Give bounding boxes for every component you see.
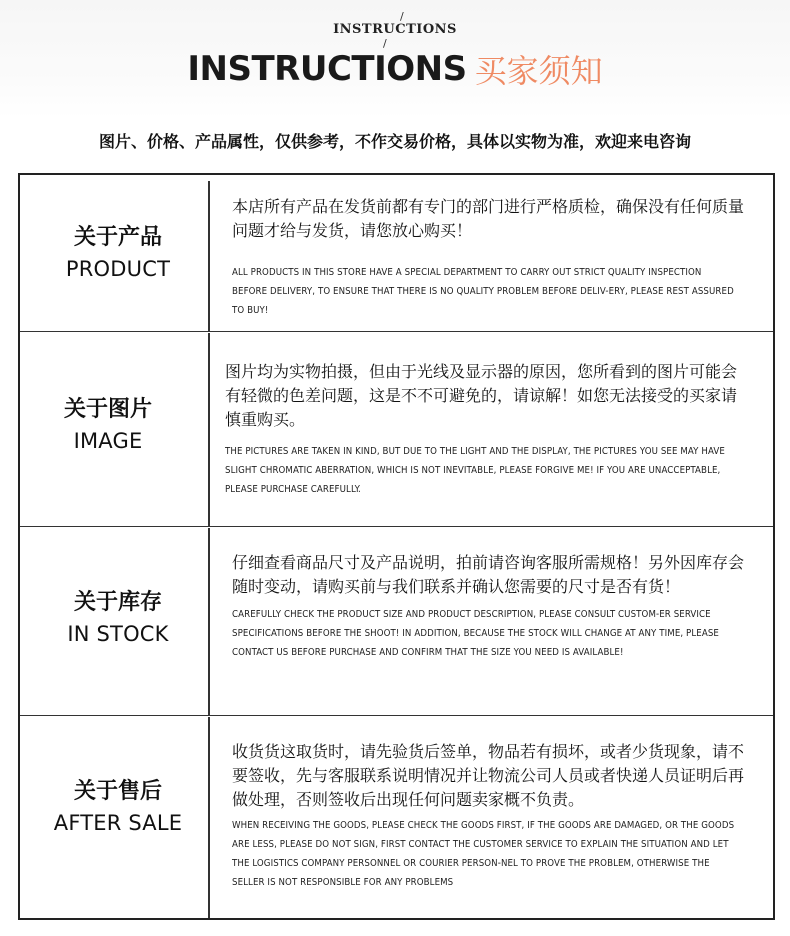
label-cn: 关于售后 [73, 779, 162, 804]
content-cn: 图片均为实物拍摄，但由于光线及显示器的原因，您所看到的图片可能会有轻微的色差问题，这是不不可避免的，请谅解！如您无法接受的买家请慎重购买。 [225, 362, 738, 429]
content-en: THE PICTURES ARE TAKEN IN KIND, BUT DUE TO THE LIGHT AND THE DISPLAY, THE PICTURES YOU SEE MAY HAVE SLIGHT CHROMATIC ABERRATION, WHICH IS NOT INEVITABLE, PLEASE FORGIVE ME! IF YOU ARE UNACCEPTABLE, PLEASE PURCHASE CAREFULLY. [225, 446, 725, 495]
column-divider [208, 528, 210, 715]
column-divider [208, 333, 210, 526]
header-banner [0, 0, 790, 118]
content-en: CAREFULLY CHECK THE PRODUCT SIZE AND PRODUCT DESCRIPTION, PLEASE CONSULT CUSTOM-ER SERVICE SPECIFICATIONS BEFORE THE SHOOT! IN ADDITION, BECAUSE THE STOCK WILL CHANGE AT ANY TIME, PLEASE CONTACT US BEFORE PURCHASE AND CONFIRM THAT THE SIZE YOU NEED IS AVAILABLE! [232, 609, 719, 658]
column-divider [208, 181, 210, 331]
section-after-sale [20, 716, 773, 918]
label-cn: 关于图片 [63, 397, 152, 422]
big-title-cn: 买家须知 [474, 52, 603, 90]
content-cn: 仔细查看商品尺寸及产品说明，拍前请咨询客服所需规格！另外因库存会随时变动，请购买前与我们联系并确认您需要的尺寸是否有货！ [232, 553, 745, 596]
section-content [225, 360, 745, 499]
header-small-title: INSTRUCTIONS [333, 22, 457, 37]
decor-slash-bottom: / [383, 37, 387, 50]
section-in-stock [20, 527, 773, 716]
label-cn: 关于库存 [73, 590, 162, 615]
section-product [20, 175, 773, 332]
section-content [232, 195, 752, 320]
section-content [232, 740, 757, 892]
label-en: PRODUCT [65, 257, 171, 281]
label-en: AFTER SALE [53, 811, 183, 835]
section-label [20, 392, 196, 453]
section-label [20, 585, 216, 646]
decor-slash-top: / [400, 10, 404, 23]
column-divider [208, 717, 210, 918]
content-cn: 收货货这取货时，请先验货后签单，物品若有损坏，或者少货现象，请不要签收，先与客服联系说明情况并让物流公司人员或者快递人员证明后再做处理，否则签收后出现任何问题卖家概不负责。 [232, 742, 745, 809]
instructions-table [18, 173, 775, 920]
section-label [20, 220, 216, 281]
content-en: ALL PRODUCTS IN THIS STORE HAVE A SPECIAL DEPARTMENT TO CARRY OUT STRICT QUALITY INSPECTION BEFORE DELIVERY, TO ENSURE THAT THERE IS NO QUALITY PROBLEM BEFORE DELIV-ERY, PLEASE REST ASSURED TO BUY! [232, 267, 734, 316]
section-image [20, 332, 773, 527]
header-big-title [0, 46, 790, 92]
big-title-en: INSTRUCTIONS [187, 49, 467, 89]
section-content [232, 551, 754, 662]
content-cn: 本店所有产品在发货前都有专门的部门进行严格质检，确保没有任何质量问题才给与发货，请您放心购买！ [232, 197, 745, 240]
content-en: WHEN RECEIVING THE GOODS, PLEASE CHECK THE GOODS FIRST, IF THE GOODS ARE DAMAGED, OR THE GOODS ARE LESS, PLEASE DO NOT SIGN, FIRST CONTACT THE CUSTOMER SERVICE TO EXPLAIN THE SITUATION AND LET THE LOGISTICS COMPANY PERSONNEL OR COURIER PERSON-NEL TO PROVE THE PROBLEM, OTHERWISE THE SELLER IS NOT RESPONSIBLE FOR ANY PROBLEMS [232, 820, 735, 888]
section-label [20, 774, 216, 835]
label-en: IN STOCK [67, 622, 169, 646]
notice-text: 图片、价格、产品属性，仅供参考，不作交易价格，具体以实物为准，欢迎来电咨询 [98, 132, 691, 151]
label-en: IMAGE [73, 429, 143, 453]
label-cn: 关于产品 [73, 225, 162, 250]
